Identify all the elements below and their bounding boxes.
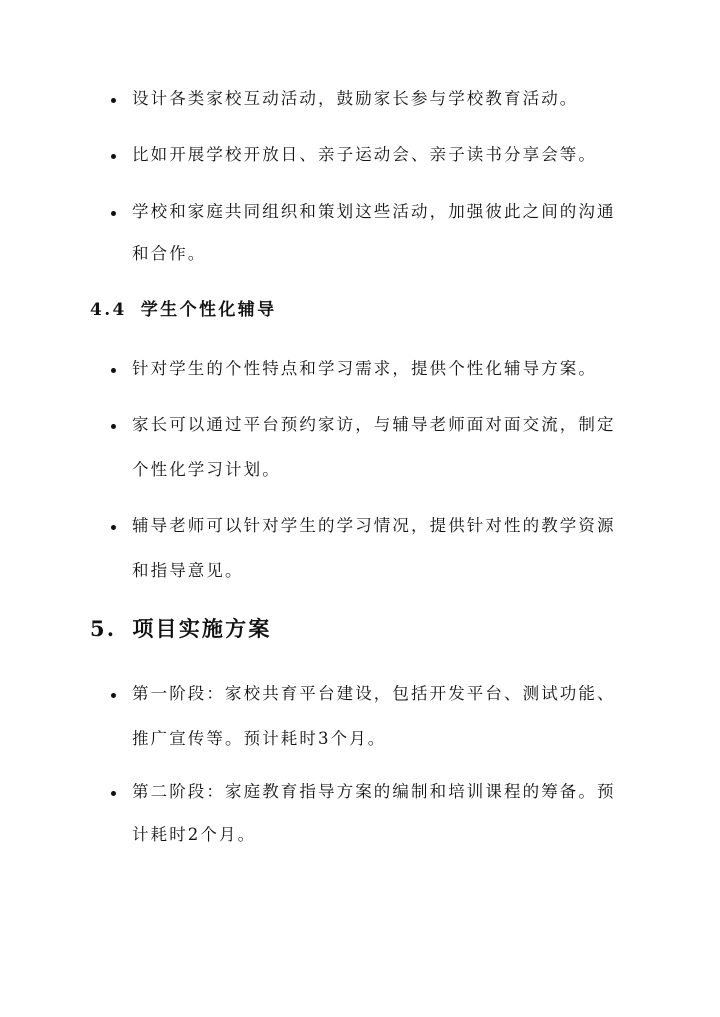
bullet-dot <box>111 693 116 698</box>
section-heading <box>90 615 272 643</box>
subsection-title: 学生个性化辅导 <box>140 300 277 320</box>
bullet-dot <box>111 211 116 216</box>
list-item-text: 家长可以通过平台预约家访，与辅导老师面对面交流，制定 <box>132 415 616 434</box>
bullet-dot <box>111 368 116 373</box>
list-item-text-continued: 和合作。 <box>132 244 207 263</box>
bullet-dot <box>111 791 116 796</box>
list-item-text: 辅导老师可以针对学生的学习情况，提供针对性的教学资源 <box>132 516 616 535</box>
bullet-dot <box>111 98 116 103</box>
list-item-text: 第一阶段：家校共育平台建设，包括开发平台、测试功能、 <box>132 684 616 703</box>
list-item-text: 学校和家庭共同组织和策划这些活动，加强彼此之间的沟通 <box>132 202 616 221</box>
bullet-dot <box>111 154 116 159</box>
list-item-text: 比如开展学校开放日、亲子运动会、亲子读书分享会等。 <box>132 145 597 164</box>
list-item-text-continued: 计耗时2个月。 <box>132 825 257 844</box>
subsection-heading <box>90 298 277 322</box>
list-item-text: 第二阶段：家庭教育指导方案的编制和培训课程的筹备。预 <box>132 782 616 801</box>
subsection-number: 4.4 <box>90 300 127 320</box>
bullet-dot <box>111 525 116 530</box>
bullet-dot <box>111 424 116 429</box>
list-item-text-continued: 推广宣传等。预计耗时3个月。 <box>132 729 387 748</box>
section-title: 项目实施方案 <box>132 616 272 641</box>
list-item-text-continued: 个性化学习计划。 <box>132 460 281 479</box>
list-item-text: 设计各类家校互动活动，鼓励家长参与学校教育活动。 <box>132 89 579 108</box>
section-number: 5. <box>90 616 117 641</box>
list-item-text-continued: 和指导意见。 <box>132 561 244 580</box>
list-item-text: 针对学生的个性特点和学习需求，提供个性化辅导方案。 <box>132 359 597 378</box>
